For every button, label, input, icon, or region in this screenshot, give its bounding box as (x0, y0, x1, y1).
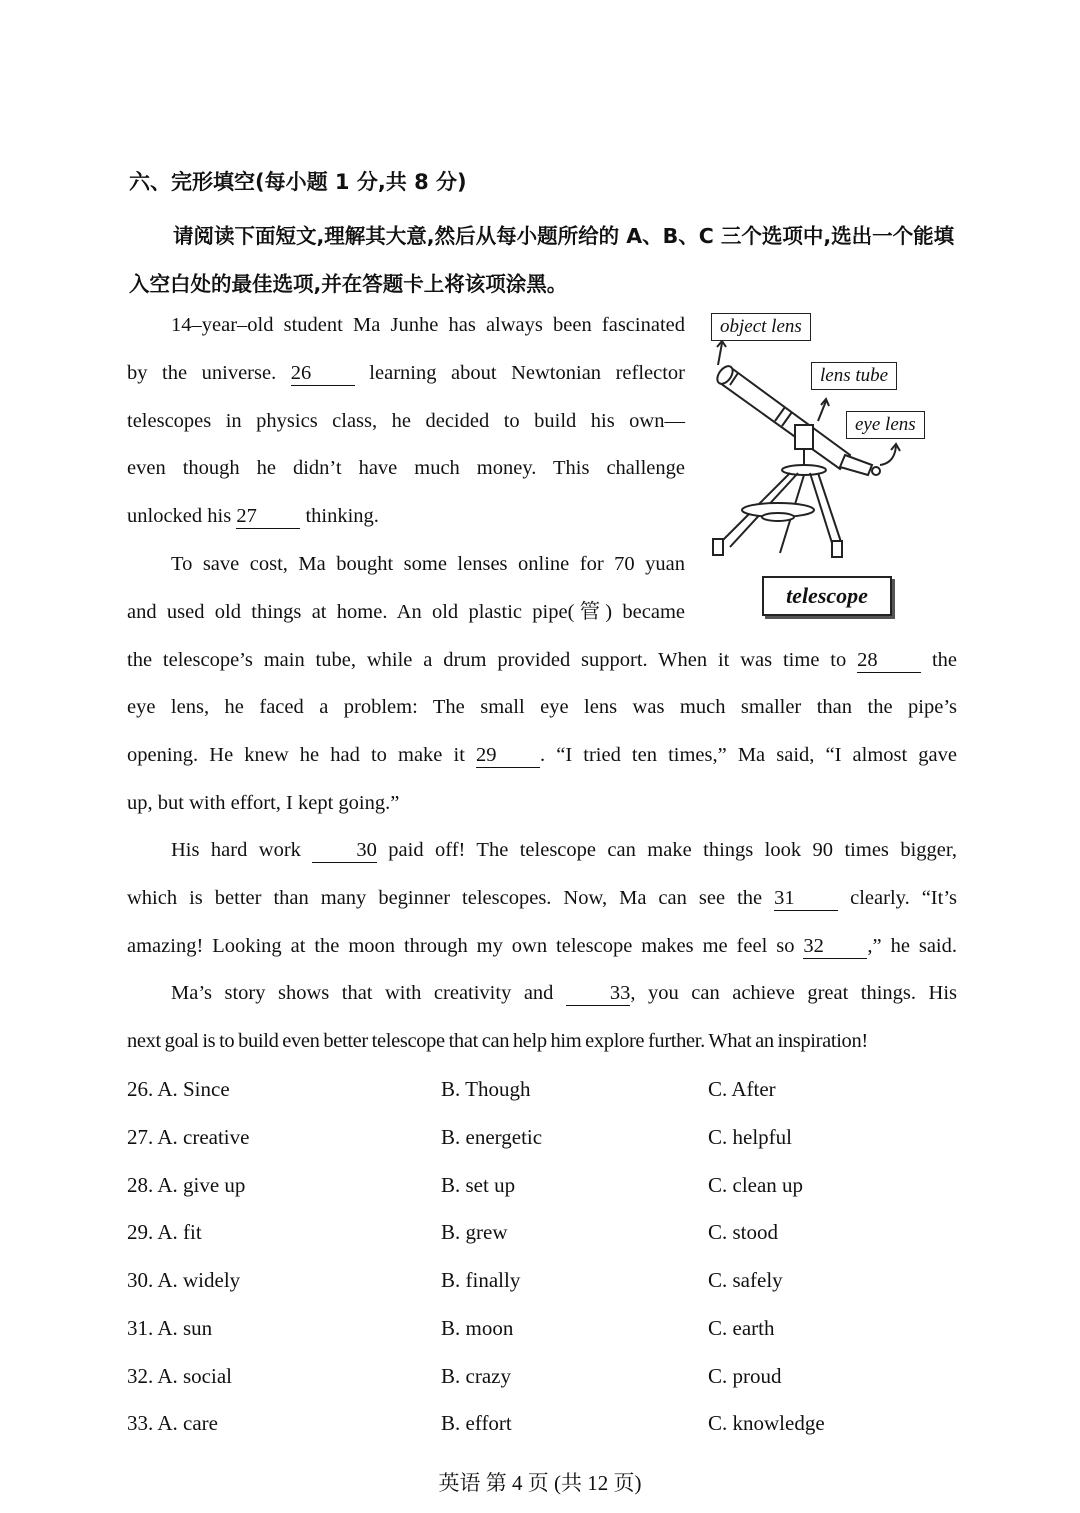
option-33-a: 33. A. care (127, 1411, 218, 1435)
blank-30: 30 (312, 838, 377, 863)
p2-line-2: and used old things at home. An old plastic pipe(管) became (127, 600, 685, 623)
option-27-a: 27. A. creative (127, 1125, 250, 1149)
blank-32: 32 (803, 934, 867, 959)
option-29-c: C. stood (708, 1220, 779, 1244)
option-32-b: B. crazy (441, 1364, 511, 1388)
blank-33: 33 (566, 981, 631, 1006)
option-28-a: 28. A. give up (127, 1173, 246, 1197)
page-footer: 英语 第 4 页 (共 12 页) (438, 1471, 642, 1495)
blank-27: 27 (236, 504, 300, 529)
p3-line-2: which is better than many beginner telescopes. Now, Ma can see the 31 clearly. “It’s (127, 886, 958, 909)
section-instruction: 请阅读下面短文,理解其大意,然后从每小题所给的 A、B、C 三个选项中,选出一个能填入空白处的最佳选项,并在答题卡上将该项涂黑。 (129, 224, 955, 296)
label-lens-tube: lens tube (811, 362, 897, 390)
p4-line-1: Ma’s story shows that with creativity and 33, you can achieve great things. His (171, 982, 957, 1004)
option-30-b: B. finally (441, 1268, 521, 1292)
option-32-c: C. proud (708, 1364, 782, 1388)
option-26-c: C. After (708, 1077, 776, 1101)
p1-line-5: unlocked his 27 thinking. (127, 505, 379, 528)
blank-26: 26 (291, 361, 355, 386)
p3-line-3: amazing! Looking at the moon through my own telescope makes me feel so 32 ,” he said. (127, 934, 958, 957)
blank-29: 29 (476, 743, 540, 768)
p2-line-6: up, but with effort, I kept going.” (127, 791, 400, 814)
option-28-b: B. set up (441, 1173, 516, 1197)
telescope-figure (700, 305, 960, 625)
option-26-a: 26. A. Since (127, 1077, 230, 1101)
p2-line-3: the telescope’s main tube, while a drum provided support. When it was time to 28 the (127, 648, 958, 671)
figure-caption: telescope (762, 576, 892, 616)
telescope-icon (700, 305, 960, 575)
option-27-b: B. energetic (441, 1125, 543, 1149)
blank-28: 28 (857, 648, 921, 673)
p2-line-1: To save cost, Ma bought some lenses online for 70 yuan (171, 553, 685, 575)
label-eye-lens: eye lens (846, 411, 925, 439)
p1-line-4: even though he didn’t have much money. This challenge (127, 457, 685, 480)
blank-31: 31 (774, 886, 838, 911)
p1-line-3: telescopes in physics class, he decided to build his own— (127, 409, 685, 432)
paragraph-1 (127, 302, 685, 541)
option-31-c: C. earth (708, 1316, 775, 1340)
option-29-a: 29. A. fit (127, 1220, 202, 1244)
option-27-c: C. helpful (708, 1125, 792, 1149)
p4-line-2: next goal is to build even better telescope that can help him explore further. What an inspiration! (127, 1029, 868, 1052)
option-26-b: B. Though (441, 1077, 531, 1101)
option-32-a: 32. A. social (127, 1364, 232, 1388)
option-31-a: 31. A. sun (127, 1316, 213, 1340)
p1-line-2: by the universe. 26 learning about Newtonian reflector (127, 361, 685, 384)
p3-line-1: His hard work 30 paid off! The telescope can make things look 90 times bigger, (171, 839, 958, 861)
p1-line-1: 14–year–old student Ma Junhe has always been fascinated (171, 314, 685, 336)
p2-line-5: opening. He knew he had to make it 29 . “I tried ten times,” Ma said, “I almost gave (127, 744, 958, 767)
option-33-c: C. knowledge (708, 1411, 825, 1435)
p2-line-4: eye lens, he faced a problem: The small eye lens was much smaller than the pipe’s (127, 696, 957, 719)
paragraph-3 (127, 827, 957, 970)
option-29-b: B. grew (441, 1220, 508, 1244)
paragraph-4 (127, 970, 957, 1066)
option-28-c: C. clean up (708, 1173, 804, 1197)
label-object-lens: object lens (711, 313, 811, 341)
option-30-a: 30. A. widely (127, 1268, 241, 1292)
section-title: 六、完形填空(每小题 1 分,共 8 分) (129, 170, 467, 194)
option-33-b: B. effort (441, 1411, 512, 1435)
option-30-c: C. safely (708, 1268, 783, 1292)
option-31-b: B. moon (441, 1316, 514, 1340)
